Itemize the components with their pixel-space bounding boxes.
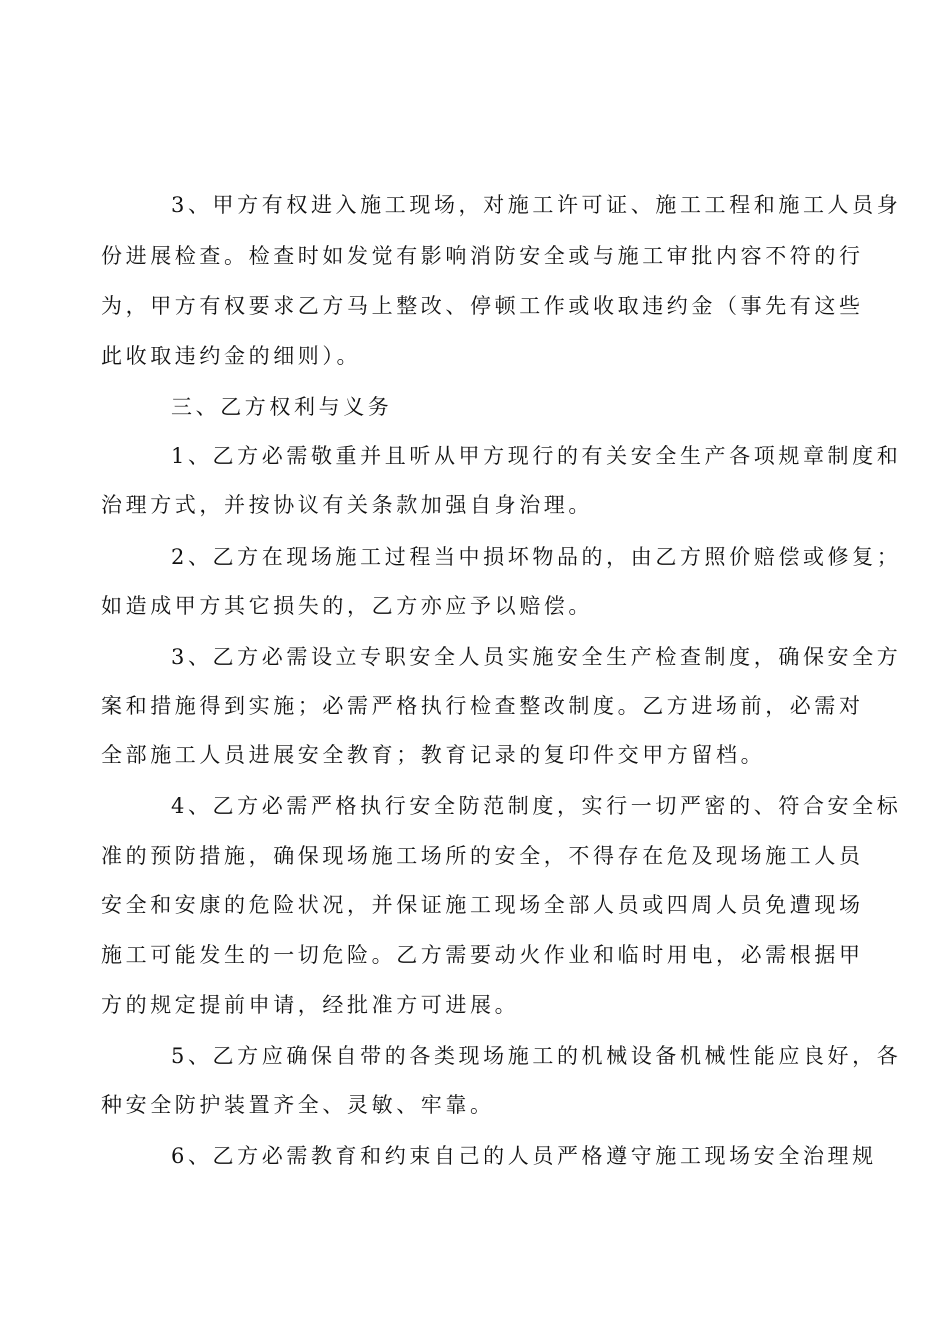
clause-3-line-2: 案和措施得到实施；必需严格执行检查整改制度。乙方进场前，必需对 (101, 694, 864, 718)
clause-5-line-1: 5、乙方应确保自带的各类现场施工的机械设备机械性能应良好，各 (171, 1044, 902, 1068)
paragraph-3-line-1: 3、甲方有权进入施工现场，对施工许可证、施工工程和施工人员身 (171, 193, 902, 217)
section-heading: 三、乙方权利与义务 (171, 395, 393, 419)
clause-3-line-3: 全部施工人员进展安全教育；教育记录的复印件交甲方留档。 (101, 743, 766, 767)
clause-1-line-1: 1、乙方必需敬重并且听从甲方现行的有关安全生产各项规章制度和 (171, 444, 902, 468)
clause-4-line-3: 安全和安康的危险状况，并保证施工现场全部人员或四周人员免遭现场 (101, 893, 864, 917)
clause-4-line-1: 4、乙方必需严格执行安全防范制度，实行一切严密的、符合安全标 (171, 794, 902, 818)
paragraph-3-line-2: 份进展检查。检查时如发觉有影响消防安全或与施工审批内容不符的行 (101, 244, 864, 268)
paragraph-3-line-3: 为，甲方有权要求乙方马上整改、停顿工作或收取违约金（事先有这些 (101, 294, 864, 318)
clause-2-line-2: 如造成甲方其它损失的，乙方亦应予以赔偿。 (101, 594, 593, 618)
clause-5-line-2: 种安全防护装置齐全、灵敏、牢靠。 (101, 1093, 495, 1117)
clause-3-line-1: 3、乙方必需设立专职安全人员实施安全生产检查制度，确保安全方 (171, 645, 902, 669)
clause-1-line-2: 治理方式，并按协议有关条款加强自身治理。 (101, 493, 593, 517)
clause-4-line-4: 施工可能发生的一切危险。乙方需要动火作业和临时用电，必需根据甲 (101, 943, 864, 967)
clause-4-line-2: 准的预防措施，确保现场施工场所的安全，不得存在危及现场施工人员 (101, 844, 864, 868)
clause-4-line-5: 方的规定提前申请，经批准方可进展。 (101, 993, 520, 1017)
clause-6-line-1: 6、乙方必需教育和约束自己的人员严格遵守施工现场安全治理规 (171, 1144, 877, 1168)
paragraph-3-line-4: 此收取违约金的细则）。 (101, 344, 362, 368)
clause-2-line-1: 2、乙方在现场施工过程当中损坏物品的，由乙方照价赔偿或修复； (171, 545, 902, 569)
